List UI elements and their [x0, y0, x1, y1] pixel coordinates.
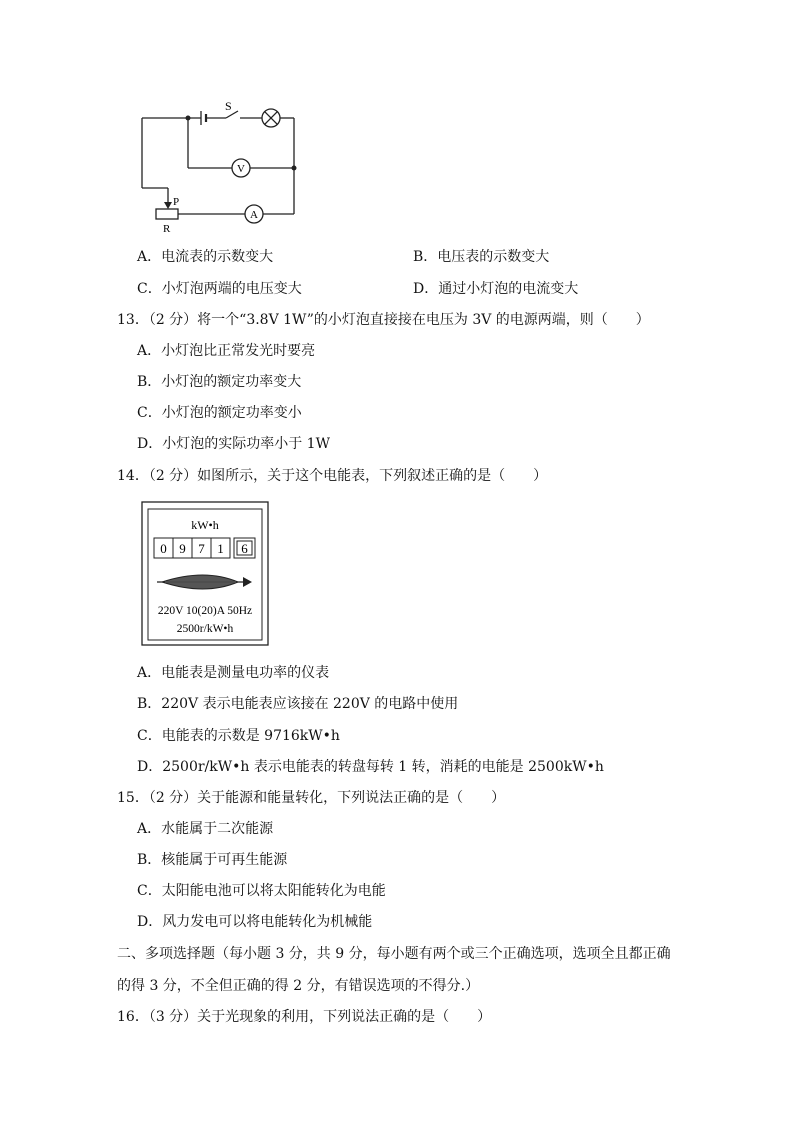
q15-option-b[interactable]: B．核能属于可再生能源	[137, 852, 288, 868]
q15-option-a[interactable]: A．水能属于二次能源	[137, 821, 274, 837]
voltmeter-label: V	[237, 163, 245, 175]
meter-digit: 9	[179, 541, 186, 556]
meter-unit: kW•h	[191, 518, 219, 532]
meter-digit: 7	[198, 541, 205, 556]
meter-digit: 0	[160, 541, 167, 556]
q14-option-b[interactable]: B．220V 表示电能表应该接在 220V 的电路中使用	[137, 696, 459, 712]
ammeter-label: A	[250, 209, 258, 221]
q16-stem: 16．（3 分）关于光现象的利用，下列说法正确的是（ ）	[117, 1009, 492, 1025]
q13-option-d[interactable]: D．小灯泡的实际功率小于 1W	[137, 436, 330, 452]
q12-option-c[interactable]: C．小灯泡两端的电压变大	[137, 281, 302, 297]
q13-stem: 13．（2 分）将一个“3.8V 1W”的小灯泡直接接在电压为 3V 的电源两端，则（ ）	[117, 312, 650, 328]
q12-option-d[interactable]: D．通过小灯泡的电流变大	[413, 281, 579, 297]
q13-option-b[interactable]: B．小灯泡的额定功率变大	[137, 374, 302, 390]
circuit-diagram	[135, 95, 305, 235]
slider-label: P	[173, 196, 180, 208]
q15-option-c[interactable]: C．太阳能电池可以将太阳能转化为电能	[137, 883, 386, 899]
q12-option-a[interactable]: A．电流表的示数变大	[137, 249, 274, 265]
switch-label: S	[225, 99, 232, 113]
q13-option-c[interactable]: C．小灯泡的额定功率变小	[137, 405, 302, 421]
meter-digit: 6	[241, 541, 248, 556]
q15-option-d[interactable]: D．风力发电可以将电能转化为机械能	[137, 914, 373, 930]
q14-option-a[interactable]: A．电能表是测量电功率的仪表	[137, 665, 330, 681]
section2-heading-line1: 二、多项选择题（每小题 3 分，共 9 分，每小题有两个或三个正确选项，选项全且都正确	[117, 946, 671, 962]
q13-option-a[interactable]: A．小灯泡比正常发光时要亮	[137, 343, 316, 359]
q12-option-b[interactable]: B．电压表的示数变大	[413, 249, 550, 265]
meter-digit: 1	[217, 541, 224, 556]
meter-spec-line2: 2500r/kW•h	[176, 623, 234, 635]
q14-option-d[interactable]: D．2500r/kW•h 表示电能表的转盘每转 1 转，消耗的电能是 2500kW•h	[137, 759, 604, 775]
section2-heading-line2: 的得 3 分，不全但正确的得 2 分，有错误选项的不得分.）	[117, 978, 480, 994]
rheostat-label: R	[163, 223, 171, 235]
q14-option-c[interactable]: C．电能表的示数是 9716kW•h	[137, 728, 340, 744]
q14-stem: 14．（2 分）如图所示，关于这个电能表，下列叙述正确的是（ ）	[117, 468, 548, 484]
q15-stem: 15．（2 分）关于能源和能量转化，下列说法正确的是（ ）	[117, 790, 506, 806]
energy-meter-figure	[140, 500, 270, 648]
meter-spec-line1: 220V 10(20)A 50Hz	[157, 605, 253, 617]
